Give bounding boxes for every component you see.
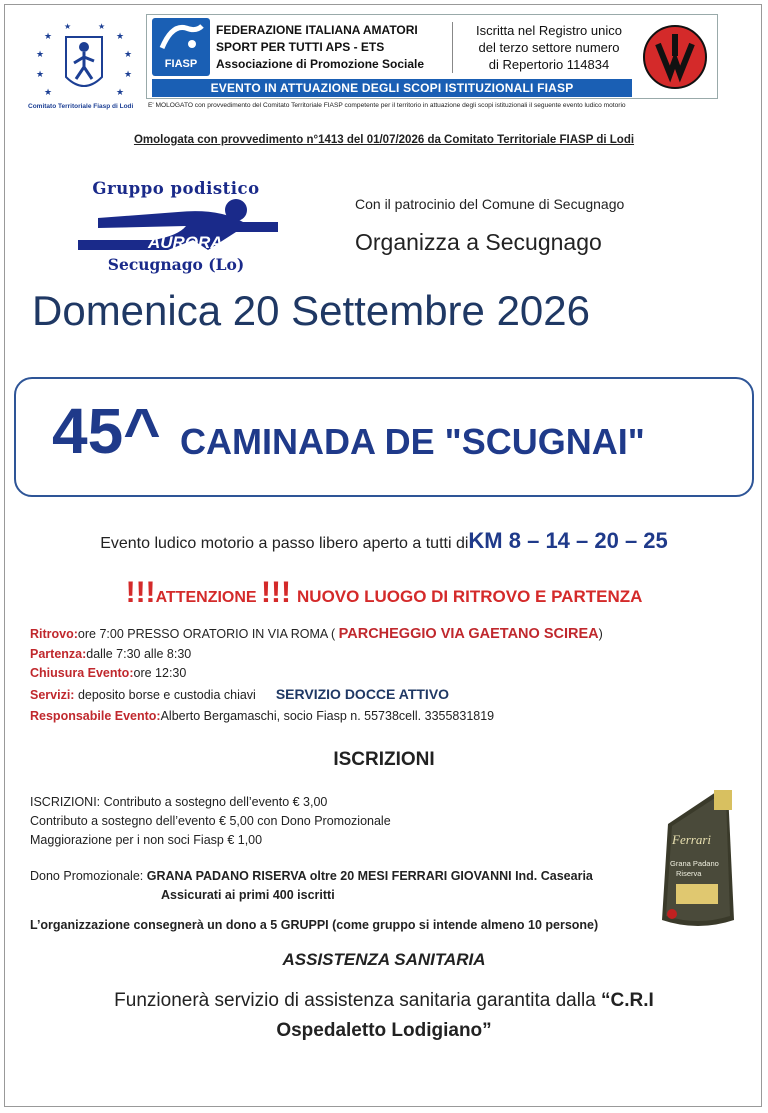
ritrovo-label: Ritrovo:	[30, 627, 78, 641]
servizi-label: Servizi:	[30, 688, 75, 702]
aurora-text: AURORA	[148, 233, 223, 252]
responsabile-row	[30, 709, 494, 723]
page-border	[4, 4, 762, 1107]
cri-location: Ospedaletto Lodigiano”	[276, 1020, 492, 1041]
federazione-line-1: FEDERAZIONE ITALIANA AMATORI	[216, 23, 418, 37]
iscrizioni-line-1: ISCRIZIONI: Contributo a sostegno dell’evento € 3,00	[30, 795, 328, 809]
product-brand: Ferrari	[672, 832, 711, 847]
assicurati-text	[161, 888, 335, 902]
svg-text:★: ★	[64, 22, 72, 31]
event-edition: 45^	[52, 395, 161, 467]
svg-text:★: ★	[36, 49, 45, 59]
svg-text:★: ★	[124, 49, 133, 59]
event-name: CAMINADA DE "SCUGNAI"	[180, 421, 645, 462]
group-subtitle: Secugnago (Lo)	[107, 255, 245, 274]
partenza-label: Partenza:	[30, 647, 87, 661]
svg-text:★: ★	[44, 31, 53, 41]
event-bar: EVENTO IN ATTUAZIONE DEGLI SCOPI ISTITUZIONALI FIASP	[152, 79, 632, 97]
svg-text:★: ★	[116, 87, 125, 97]
comitato-logo	[30, 14, 138, 114]
ritrovo-row	[30, 626, 603, 642]
grana-padano-product-image	[658, 786, 736, 930]
event-date: Domenica 20 Settembre 2026	[32, 287, 590, 334]
federazione-text	[216, 22, 424, 73]
svg-text:★: ★	[44, 87, 53, 97]
patrocinio-text: Con il patrocinio del Comune di Secugnago	[355, 196, 625, 212]
ritrovo-close: )	[598, 627, 603, 641]
responsabile-text: Alberto Bergamaschi, socio Fiasp n. 55738cell. 3355831819	[160, 709, 495, 723]
svg-text:★: ★	[116, 31, 125, 41]
registro-line-3: di Repertorio 114834	[488, 57, 610, 72]
dono-row	[30, 869, 593, 883]
attenzione-word: ATTENZIONE	[155, 589, 262, 606]
assicurati-bold: Assicurati ai primi 400 iscritti	[161, 888, 335, 902]
ivv-logo	[640, 22, 710, 92]
chiusura-label: Chiusura Evento:	[30, 666, 134, 680]
organizza-text: Organizza a Secugnago	[355, 229, 602, 255]
attenzione-line	[0, 576, 768, 610]
dono-label: Dono Promozionale:	[30, 869, 147, 883]
dono-text: GRANA PADANO RISERVA oltre 20 MESI FERRARI GIOVANNI Ind. Casearia	[146, 869, 593, 883]
mologato-text: E' MOLOGATO con provvedimento del Comitato Territoriale FIASP competente per il territorio in attuazione degli scopi istituzionali il seguente evento ludico motorio	[148, 102, 626, 109]
comitato-caption: Comitato Territoriale Fiasp di Lodi	[28, 103, 134, 110]
ritrovo-text: ore 7:00 PRESSO ORATORIO IN VIA ROMA (	[77, 627, 339, 641]
ludico-line	[0, 528, 768, 554]
gruppi-text	[30, 918, 598, 932]
attenzione-exclaim-1: !!!	[125, 576, 156, 609]
product-name-1: Grana Padano	[670, 859, 719, 868]
group-title: Gruppo podistico	[92, 179, 260, 198]
partenza-row	[30, 647, 191, 661]
iscrizioni-line-3: Maggiorazione per i non soci Fiasp € 1,00	[30, 833, 263, 847]
svg-text:★: ★	[36, 69, 45, 79]
ludico-text: Evento ludico motorio a passo libero aperto a tutti di	[100, 535, 469, 552]
iscrizioni-line-2: Contributo a sostegno dell’evento € 5,00 con Dono Promozionale	[30, 814, 391, 828]
chiusura-text: ore 12:30	[133, 666, 187, 680]
svg-text:★: ★	[98, 22, 106, 31]
servizi-row	[30, 686, 449, 702]
gruppi-bold: L’organizzazione consegnerà un dono a 5 GRUPPI (come gruppo si intende almeno 10 persone)	[30, 918, 599, 932]
km-distances: KM 8 – 14 – 20 – 25	[468, 528, 668, 553]
ritrovo-highlight: PARCHEGGIO VIA GAETANO SCIREA	[338, 626, 599, 642]
cri-name: “C.R.I	[601, 990, 654, 1011]
registro-text	[452, 22, 639, 73]
fiasp-logo-text: FIASP	[164, 58, 198, 70]
servizi-text: deposito borse e custodia chiavi	[74, 688, 256, 702]
federazione-line-3: Associazione di Promozione Sociale	[216, 57, 425, 71]
attenzione-exclaim-2: !!!	[261, 576, 292, 609]
product-name-2: Riserva	[676, 869, 702, 878]
registro-line-2: del terzo settore numero	[478, 40, 620, 55]
aurora-logo	[68, 196, 293, 258]
federazione-line-2: SPORT PER TUTTI APS - ETS	[216, 40, 385, 54]
registro-line-1: Iscritta nel Registro unico	[476, 23, 622, 38]
omologata-text: Omologata con provvedimento n°1413 del 01/07/2026 da Comitato Territoriale FIASP di Lodi	[133, 134, 635, 146]
iscrizioni-heading: ISCRIZIONI	[333, 749, 435, 770]
attenzione-text: NUOVO LUOGO DI RITROVO E PARTENZA	[297, 587, 643, 606]
funzionera-text	[0, 986, 768, 1046]
partenza-text: dalle 7:30 alle 8:30	[86, 647, 192, 661]
chiusura-row	[30, 666, 186, 680]
responsabile-label: Responsabile Evento:	[30, 709, 161, 723]
funzionera-line: Funzionerà servizio di assistenza sanitaria garantita dalla	[114, 990, 602, 1011]
docce-text: SERVIZIO DOCCE ATTIVO	[275, 686, 450, 702]
svg-text:★: ★	[124, 69, 133, 79]
assistenza-heading: ASSISTENZA SANITARIA	[282, 950, 486, 969]
runner-icon	[152, 18, 210, 58]
